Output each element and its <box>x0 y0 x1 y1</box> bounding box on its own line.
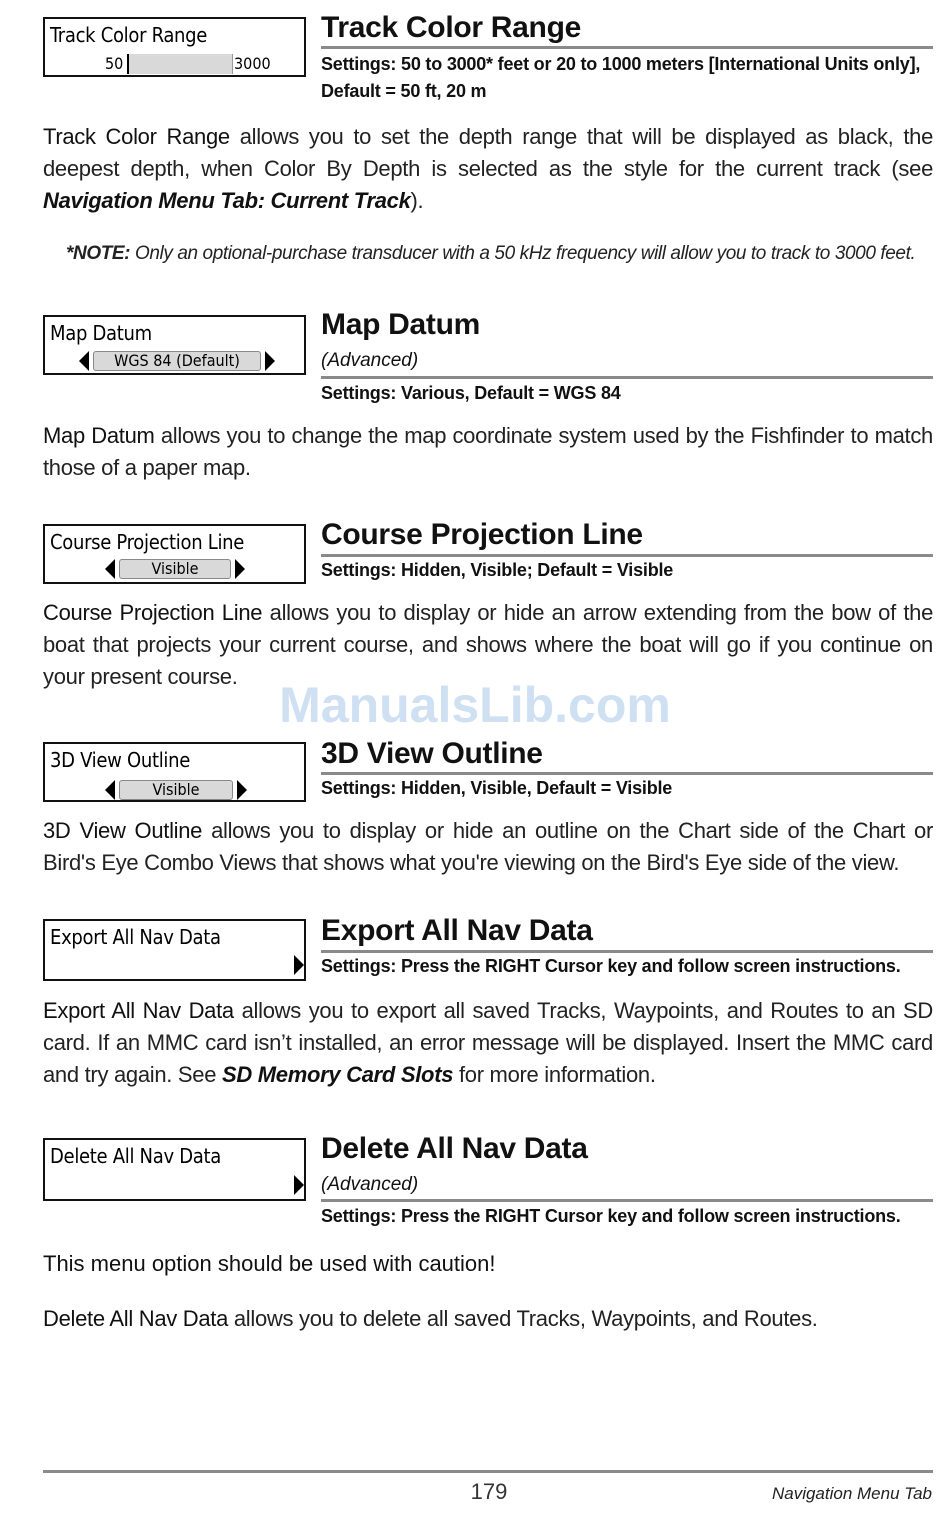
section-title-3d-view-outline: 3D View Outline <box>321 737 543 770</box>
heading-rule <box>321 46 933 49</box>
section-title-track-color-range: Track Color Range <box>321 11 581 44</box>
right-arrow-icon <box>294 955 304 975</box>
body-lead: Export All Nav Data <box>43 998 234 1023</box>
widget-title: Track Color Range <box>50 23 208 47</box>
widget-title: Export All Nav Data <box>50 925 221 949</box>
body-lead: Delete All Nav Data <box>43 1306 229 1331</box>
caution-text: This menu option should be used with caution! <box>43 1251 496 1276</box>
left-arrow-icon <box>105 780 115 800</box>
footer-rule <box>43 1470 933 1473</box>
cross-reference: Navigation Menu Tab: Current Track <box>43 188 411 213</box>
widget-value: Visible <box>119 559 231 579</box>
note-track-color-range <box>66 242 926 266</box>
left-arrow-icon <box>105 559 115 579</box>
widget-title: Map Datum <box>50 321 152 345</box>
body-text: allows you to delete all saved Tracks, Waypoints, and Routes. <box>228 1306 818 1331</box>
right-arrow-icon <box>235 559 245 579</box>
body-text: allows you to export all saved Tracks, Waypoints, and Routes to an SD card. If an MMC card isn’t installed, an error message will be displayed. Insert the MMC card and try again. See <box>43 998 933 1087</box>
advanced-label: (Advanced) <box>321 350 419 371</box>
section-title-map-datum: Map Datum <box>321 308 480 341</box>
right-arrow-icon <box>237 780 247 800</box>
range-max-label: 3000 <box>234 54 271 73</box>
export-all-nav-data-widget <box>43 919 306 981</box>
map-datum-widget <box>43 315 306 375</box>
advanced-label: (Advanced) <box>321 1174 419 1195</box>
widget-title: Course Projection Line <box>50 530 245 554</box>
section-title-course-projection-line: Course Projection Line <box>321 518 643 551</box>
settings-3d-view-outline: Settings: Hidden, Visible, Default = Visible <box>321 778 673 798</box>
range-min-label: 50 <box>105 54 124 73</box>
widget-title: Delete All Nav Data <box>50 1144 221 1168</box>
heading-rule <box>321 1199 933 1202</box>
body-lead: 3D View Outline <box>43 818 203 843</box>
watermark: ManualsLib.com <box>279 677 671 733</box>
widget-title: 3D View Outline <box>50 748 190 772</box>
range-slider-bar <box>127 54 233 74</box>
section-title-export-all-nav-data: Export All Nav Data <box>321 914 593 947</box>
settings-export-all-nav-data: Settings: Press the RIGHT Cursor key and follow screen instructions. <box>321 956 901 976</box>
settings-course-projection-line: Settings: Hidden, Visible; Default = Visible <box>321 560 674 580</box>
settings-track-color-range: Settings: 50 to 3000* feet or 20 to 1000 meters [International Units only], Default = 50 ft, 20 m <box>321 54 921 101</box>
settings-map-datum: Settings: Various, Default = WGS 84 <box>321 383 621 403</box>
body-track-color-range <box>43 121 933 217</box>
section-title-delete-all-nav-data: Delete All Nav Data <box>321 1132 588 1165</box>
body-text: allows you to change the map coordinate system used by the Fishfinder to match those of a paper map. <box>43 423 933 480</box>
right-arrow-icon <box>265 351 275 371</box>
body-lead: Course Projection Line <box>43 600 263 625</box>
right-arrow-icon <box>294 1175 304 1195</box>
body-delete-all-nav-data <box>43 1303 933 1335</box>
body-text: ). <box>410 188 424 213</box>
delete-all-nav-data-widget <box>43 1138 306 1201</box>
body-text: for more information. <box>453 1062 656 1087</box>
note-text: Only an optional-purchase transducer with a 50 kHz frequency will allow you to track to 3000 feet. <box>130 243 916 264</box>
note-label: *NOTE: <box>66 243 131 264</box>
body-lead: Map Datum <box>43 423 155 448</box>
footer-section-label: Navigation Menu Tab <box>771 1484 932 1503</box>
settings-delete-all-nav-data: Settings: Press the RIGHT Cursor key and follow screen instructions. <box>321 1206 901 1226</box>
3d-view-outline-widget <box>43 742 306 802</box>
body-3d-view-outline <box>43 815 933 879</box>
body-map-datum <box>43 420 933 484</box>
cross-reference: SD Memory Card Slots <box>221 1062 454 1087</box>
widget-value: Visible <box>119 780 233 800</box>
body-text: allows you to display or hide an outline on the Chart side of the Chart or Bird's Eye Combo Views that shows what you're viewing on the Bird's Eye side of the view. <box>43 818 934 875</box>
left-arrow-icon <box>79 351 89 371</box>
track-color-range-widget <box>43 17 306 77</box>
page-number: 179 <box>470 1479 508 1504</box>
widget-value: WGS 84 (Default) <box>93 351 261 371</box>
body-lead: Track Color Range <box>43 124 230 149</box>
body-export-all-nav-data <box>43 995 933 1091</box>
body-text: allows you to set the depth range that will be displayed as black, the deepest depth, when Color By Depth is selected as the style for the current track (see <box>43 124 934 181</box>
body-text: allows you to display or hide an arrow extending from the bow of the boat that projects your current course, and shows where the boat will go if you continue on your present course. <box>43 600 934 689</box>
heading-rule <box>321 376 933 379</box>
course-projection-line-widget <box>43 524 306 584</box>
